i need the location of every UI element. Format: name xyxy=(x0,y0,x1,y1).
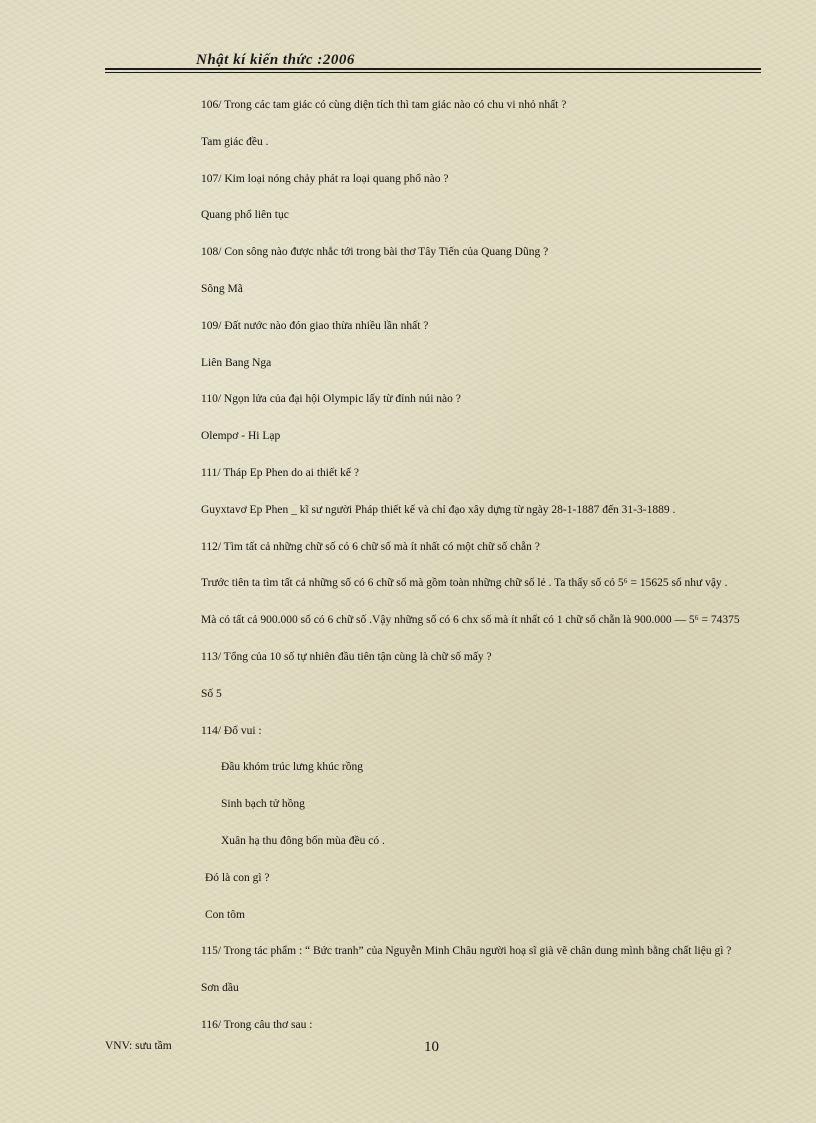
text-line: 115/ Trong tác phẩm : “ Bức tranh” của Nguyễn Minh Châu người hoạ sĩ già vẽ chân dung mình bằng chất liệu gì ? xyxy=(201,945,732,957)
text-line: Xuân hạ thu đông bốn mùa đều có . xyxy=(221,835,385,847)
footer-source: VNV: sưu tầm xyxy=(105,1040,172,1052)
text-line: 107/ Kim loại nóng chảy phát ra loại quang phổ nào ? xyxy=(201,173,449,185)
text-line: Trước tiên ta tìm tất cả những số có 6 chữ số mà gồm toàn những chữ số lẻ . Ta thấy số có 5⁶ = 15625 số như vậy . xyxy=(201,577,728,589)
text-line: Số 5 xyxy=(201,688,222,700)
text-line: 116/ Trong câu thơ sau : xyxy=(201,1019,313,1031)
text-line: Tam giác đều . xyxy=(201,136,269,148)
text-line: 112/ Tìm tất cả những chữ số có 6 chữ số mà ít nhất có một chữ số chẵn ? xyxy=(201,541,540,553)
text-line: Đó là con gì ? xyxy=(205,872,270,884)
text-line: 108/ Con sông nào được nhắc tới trong bài thơ Tây Tiến của Quang Dũng ? xyxy=(201,246,549,258)
text-line: Quang phổ liên tục xyxy=(201,209,289,221)
text-line: Sinh bạch tử hồng xyxy=(221,798,305,810)
text-line: Sông Mã xyxy=(201,283,243,295)
text-line: 110/ Ngọn lửa của đại hội Olympic lấy từ đỉnh núi nào ? xyxy=(201,393,461,405)
text-line: 109/ Đất nước nào đón giao thừa nhiều lần nhất ? xyxy=(201,320,429,332)
text-line: Guyxtavơ Ep Phen _ kĩ sư người Pháp thiết kế và chỉ đạo xây dựng từ ngày 28-1-1887 đến 31-3-1889 . xyxy=(201,504,676,516)
text-line: 106/ Trong các tam giác có cùng diện tích thì tam giác nào có chu vi nhỏ nhất ? xyxy=(201,99,567,111)
page-number: 10 xyxy=(424,1039,439,1055)
text-line: Con tôm xyxy=(205,909,245,921)
header-title: Nhật kí kiến thức :2006 xyxy=(196,52,355,68)
text-line: Liên Bang Nga xyxy=(201,357,272,369)
text-line: Sơn dầu xyxy=(201,982,239,994)
text-line: 111/ Tháp Ep Phen do ai thiết kế ? xyxy=(201,467,359,479)
text-line: Đầu khóm trúc lưng khúc rồng xyxy=(221,761,363,773)
text-line: Mà có tất cả 900.000 số có 6 chữ số .Vậy những số có 6 chx số mà ít nhất có 1 chữ số chẵn là 900.000 — 5⁶ = 74375 xyxy=(201,614,740,626)
text-line: 113/ Tổng của 10 số tự nhiên đầu tiên tận cùng là chữ số mấy ? xyxy=(201,651,492,663)
text-line: 114/ Đố vui : xyxy=(201,725,262,737)
text-line: Olempơ - Hi Lạp xyxy=(201,430,281,442)
header-rule xyxy=(105,68,761,73)
